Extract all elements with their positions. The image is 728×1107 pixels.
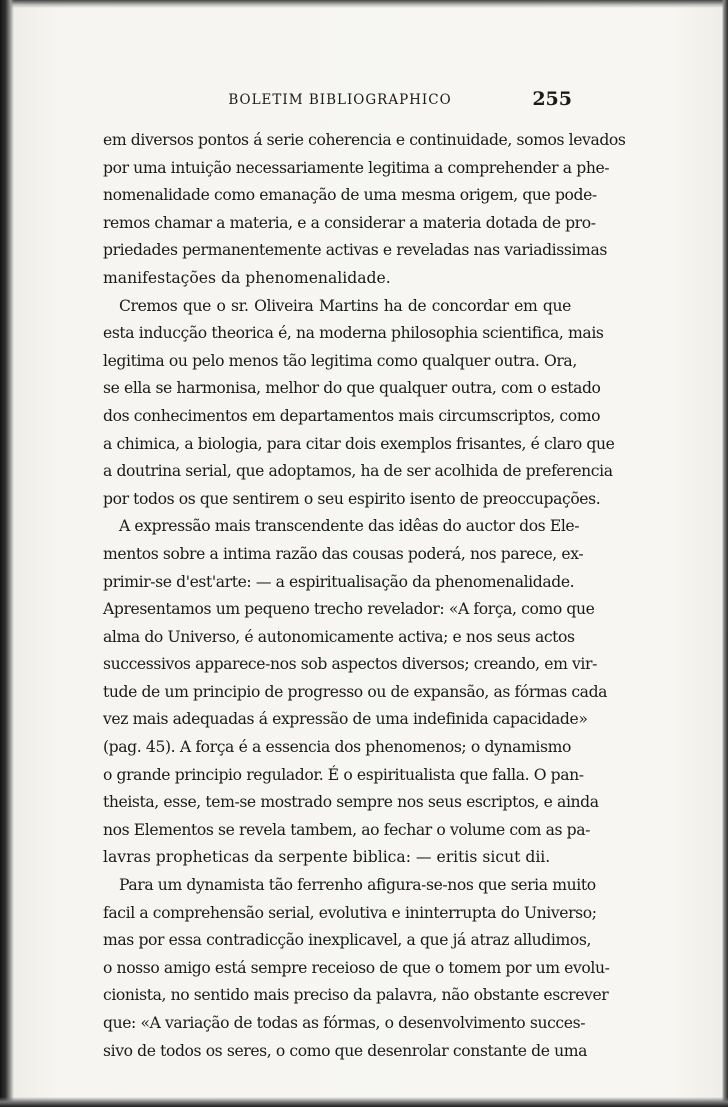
text-line: dos conhecimentos em departamentos mais circumscriptos, como	[103, 406, 601, 425]
text-line: a doutrina serial, que adoptamos, ha de ser acolhida de preferencia	[103, 462, 613, 481]
text-line: nomenalidade como emanação de uma mesma origem, que pode-	[103, 186, 597, 205]
text-line: successivos apparece-nos sob aspectos diversos; creando, em vir-	[103, 655, 597, 674]
text-line: theista, esse, tem-se mostrado sempre nos seus escriptos, e ainda	[103, 793, 599, 812]
text-line: que: «A variação de todas as fórmas, o desenvolvimento succes-	[103, 1014, 586, 1032]
text-line: Cremos que o sr. Oliveira Martins ha de concordar em que	[119, 296, 571, 315]
text-line: a chimica, a biologia, para citar dois exemplos frisantes, é claro que	[103, 434, 615, 453]
text-line: A expressão mais transcendente das idêas do auctor dos Ele-	[119, 517, 580, 536]
text-line: cionista, no sentido mais preciso da palavra, não obstante escrever	[103, 986, 609, 1005]
page-number: 255	[532, 88, 572, 110]
text-line: o grande principio regulador. É o espiritualista que falla. O pan-	[103, 765, 584, 784]
text-line: nos Elementos se revela tambem, ao fechar o volume com as pa-	[103, 820, 591, 839]
text-line: primir-se d'est'arte: — a espiritualisação da phenomenalidade.	[103, 572, 575, 591]
page-header	[100, 88, 580, 112]
text-line: esta inducção theorica é, na moderna philosophia scientifica, mais	[103, 324, 604, 343]
text-line: Apresentamos um pequeno trecho revelador: «A força, como que	[103, 600, 595, 619]
text-line: por uma intuição necessariamente legitima a comprehender a phe-	[103, 158, 610, 177]
text-line: manifestações da phenomenalidade.	[103, 268, 391, 287]
text-line: alma do Universo, é autonomicamente activa; e nos seus actos	[103, 627, 575, 646]
text-line: em diversos pontos á serie coherencia e continuidade, somos levados	[103, 131, 626, 149]
running-title: BOLETIM BIBLIOGRAPHICO	[228, 92, 452, 108]
scan-edge-right	[722, 0, 728, 1107]
scan-edge-bottom	[0, 1097, 728, 1107]
text-line: sivo de todos os seres, o como que desenrolar constante de uma	[103, 1041, 588, 1060]
page-body	[103, 127, 626, 1065]
text-line: (pag. 45). A força é a essencia dos phenomenos; o dynamismo	[103, 738, 571, 757]
text-line: facil a comprehensão serial, evolutiva e ininterrupta do Universo;	[103, 903, 597, 922]
text-line: priedades permanentemente activas e reveladas nas variadissimas	[103, 241, 607, 260]
text-line: legitima ou pelo menos tão legitima como qualquer outra. Ora,	[103, 351, 577, 370]
text-line: mentos sobre a intima razão das cousas poderá, nos parece, ex-	[103, 544, 584, 563]
text-line: mas por essa contradicção inexplicavel, a que já atraz alludimos,	[103, 931, 592, 950]
text-line: lavras propheticas da serpente biblica: — eritis sicut dii.	[103, 848, 551, 867]
scan-edge-left	[0, 0, 14, 1107]
scan-edge-top	[0, 0, 728, 8]
text-line: remos chamar a materia, e a considerar a materia dotada de pro-	[103, 213, 596, 232]
text-line: Para um dynamista tão ferrenho afigura-se-nos que seria muito	[119, 876, 596, 895]
text-line: o nosso amigo está sempre receioso de que o tomem por um evolu-	[103, 958, 610, 977]
text-line: por todos os que sentirem o seu espirito isento de preoccupações.	[103, 489, 601, 508]
text-line: tude de um principio de progresso ou de expansão, as fórmas cada	[103, 682, 608, 701]
text-line: vez mais adequadas á expressão de uma indefinida capacidade»	[103, 710, 588, 729]
text-line: se ella se harmonisa, melhor do que qualquer outra, com o estado	[103, 379, 601, 398]
